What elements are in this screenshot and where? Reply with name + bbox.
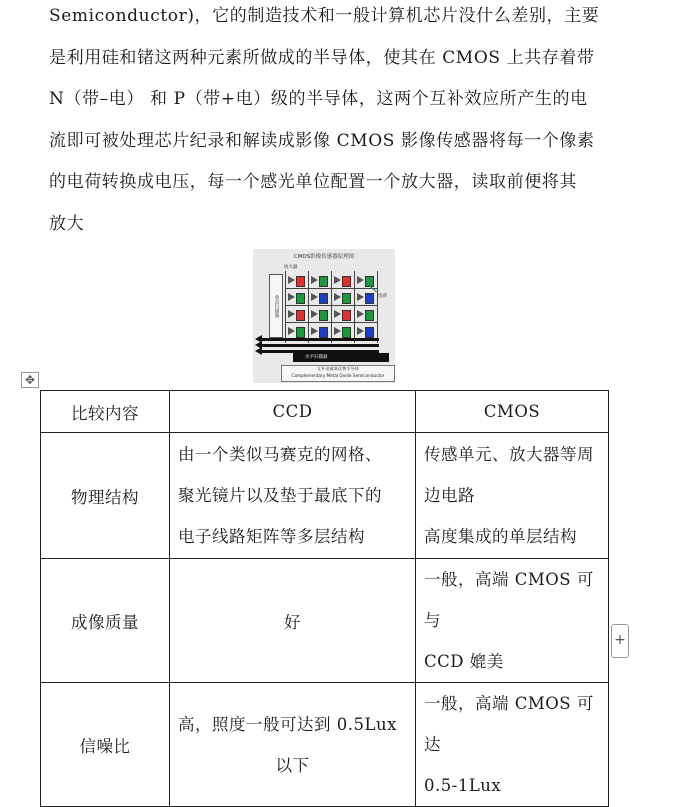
paragraph-line: 放大	[49, 213, 85, 234]
paragraph-line: 的电荷转换成电压，每一个感光单位配置一个放大器，读取前便将其	[49, 172, 577, 192]
row-label: 物理结构	[41, 433, 170, 559]
comparison-table	[40, 390, 609, 807]
diagram-caption	[281, 365, 395, 382]
amplifier-triangle	[334, 276, 341, 284]
electrode-label: 电荷	[378, 294, 387, 299]
amplifier-triangle	[357, 293, 364, 301]
pixel-cell	[310, 325, 329, 339]
amplifier-triangle	[357, 310, 364, 318]
body-paragraph	[49, 0, 629, 249]
photodiode-square	[365, 293, 374, 304]
pixel-cell	[287, 291, 306, 305]
photodiode-square	[319, 276, 328, 287]
cell-line: 聚光镜片以及垫于最底下的	[178, 486, 382, 505]
amplifier-triangle	[288, 310, 295, 318]
cell-line: 电子线路矩阵等多层结构	[178, 527, 365, 546]
amplifier-triangle	[311, 293, 318, 301]
header-cell: 比较内容	[41, 391, 170, 433]
header-cell: CMOS	[416, 391, 609, 433]
signal-arrow	[261, 344, 379, 347]
amplifier-triangle	[334, 310, 341, 318]
cmos-diagram-image[interactable]	[253, 249, 395, 383]
caption-cn: 互补金属氧化物半导体	[317, 366, 359, 371]
column-bus-line	[331, 271, 332, 343]
cell-line: 传感单元、放大器等周	[424, 445, 594, 464]
paragraph-line: 是利用硅和锗这两种元素所做成的半导体，使其在 CMOS 上共存着带	[49, 47, 595, 68]
move-arrows-icon[interactable]: ✥	[21, 372, 39, 388]
diagram-title: CMOS影像传感器原理图	[293, 254, 355, 260]
photodiode-square	[319, 310, 328, 321]
photodiode-square	[319, 293, 328, 304]
column-bus-line	[377, 271, 378, 343]
cell-line: 边电路	[424, 486, 475, 505]
cmos-cell	[416, 683, 609, 807]
row-label: 信噪比	[41, 683, 170, 807]
pixel-cell	[310, 291, 329, 305]
amplifier-triangle	[357, 276, 364, 284]
photodiode-square	[342, 310, 351, 321]
photodiode-square	[296, 310, 305, 321]
amplifier-triangle	[288, 276, 295, 284]
vertical-scanner-label: 垂直扫描器	[269, 274, 283, 338]
row-label: 成像质量	[41, 559, 170, 683]
pixel-cell	[356, 325, 375, 339]
ccd-cell	[170, 683, 416, 807]
amplifier-triangle	[357, 327, 364, 335]
caption-en: Complementary Metal Oxide Semiconductor	[291, 372, 385, 378]
photodiode-square	[296, 327, 305, 338]
amplifier-triangle	[334, 293, 341, 301]
cell-line: 一般，高端 CMOS 可与	[424, 570, 594, 630]
pixel-cell	[356, 291, 375, 305]
table-row	[41, 559, 609, 683]
header-cell: CCD	[170, 391, 416, 433]
pixel-cell	[356, 274, 375, 288]
cell-line: 高，照度一般可达到 0.5Lux	[178, 714, 397, 734]
paragraph-line: N（带–电） 和 P（带+电）级的半导体，这两个互补效应所产生的电	[49, 89, 588, 109]
amplifier-label: 放大器	[284, 265, 298, 270]
photodiode-square	[365, 310, 374, 321]
pixel-cell	[333, 291, 352, 305]
cell-line: 由一个类似马赛克的网格、	[178, 445, 382, 464]
cell-line: CCD 媲美	[424, 652, 504, 671]
pixel-cell	[333, 325, 352, 339]
column-bus-line	[354, 271, 355, 343]
photodiode-square	[342, 327, 351, 338]
pixel-cell	[287, 325, 306, 339]
pixel-cell	[310, 274, 329, 288]
column-bus-line	[285, 271, 286, 343]
amplifier-triangle	[288, 293, 295, 301]
cell-line: 0.5-1Lux	[424, 776, 502, 795]
photodiode-square	[342, 293, 351, 304]
amplifier-triangle	[334, 327, 341, 335]
column-bus-line	[308, 271, 309, 343]
ccd-cell: 好	[170, 559, 416, 683]
pixel-cell	[287, 274, 306, 288]
pixel-cell	[287, 308, 306, 322]
cmos-cell	[416, 433, 609, 559]
plus-icon[interactable]: +	[611, 624, 629, 658]
table-header-row	[41, 391, 609, 433]
ccd-cell	[170, 433, 416, 559]
pixel-cell	[356, 308, 375, 322]
photodiode-square	[342, 276, 351, 287]
horizontal-scanner-label: 水平扫描器	[293, 353, 389, 362]
photodiode-square	[296, 293, 305, 304]
paragraph-line: Semiconductor)，它的制造技术和一般计算机芯片没什么差别，主要	[49, 6, 600, 26]
amplifier-triangle	[311, 310, 318, 318]
table-row	[41, 683, 609, 807]
photodiode-square	[296, 276, 305, 287]
amplifier-triangle	[288, 327, 295, 335]
cell-line: 高度集成的单层结构	[424, 527, 577, 546]
cell-line: 以下	[275, 755, 310, 775]
amplifier-triangle	[311, 276, 318, 284]
table-row	[41, 433, 609, 559]
pixel-cell	[333, 274, 352, 288]
cell-line: 一般，高端 CMOS 可达	[424, 694, 594, 754]
cmos-cell	[416, 559, 609, 683]
signal-arrow	[261, 338, 379, 341]
paragraph-line: 流即可被处理芯片纪录和解读成影像 CMOS 影像传感器将每一个像素	[49, 130, 595, 151]
photodiode-square	[319, 327, 328, 338]
photodiode-square	[365, 327, 374, 338]
pixel-cell	[333, 308, 352, 322]
pixel-cell	[310, 308, 329, 322]
amplifier-triangle	[311, 327, 318, 335]
